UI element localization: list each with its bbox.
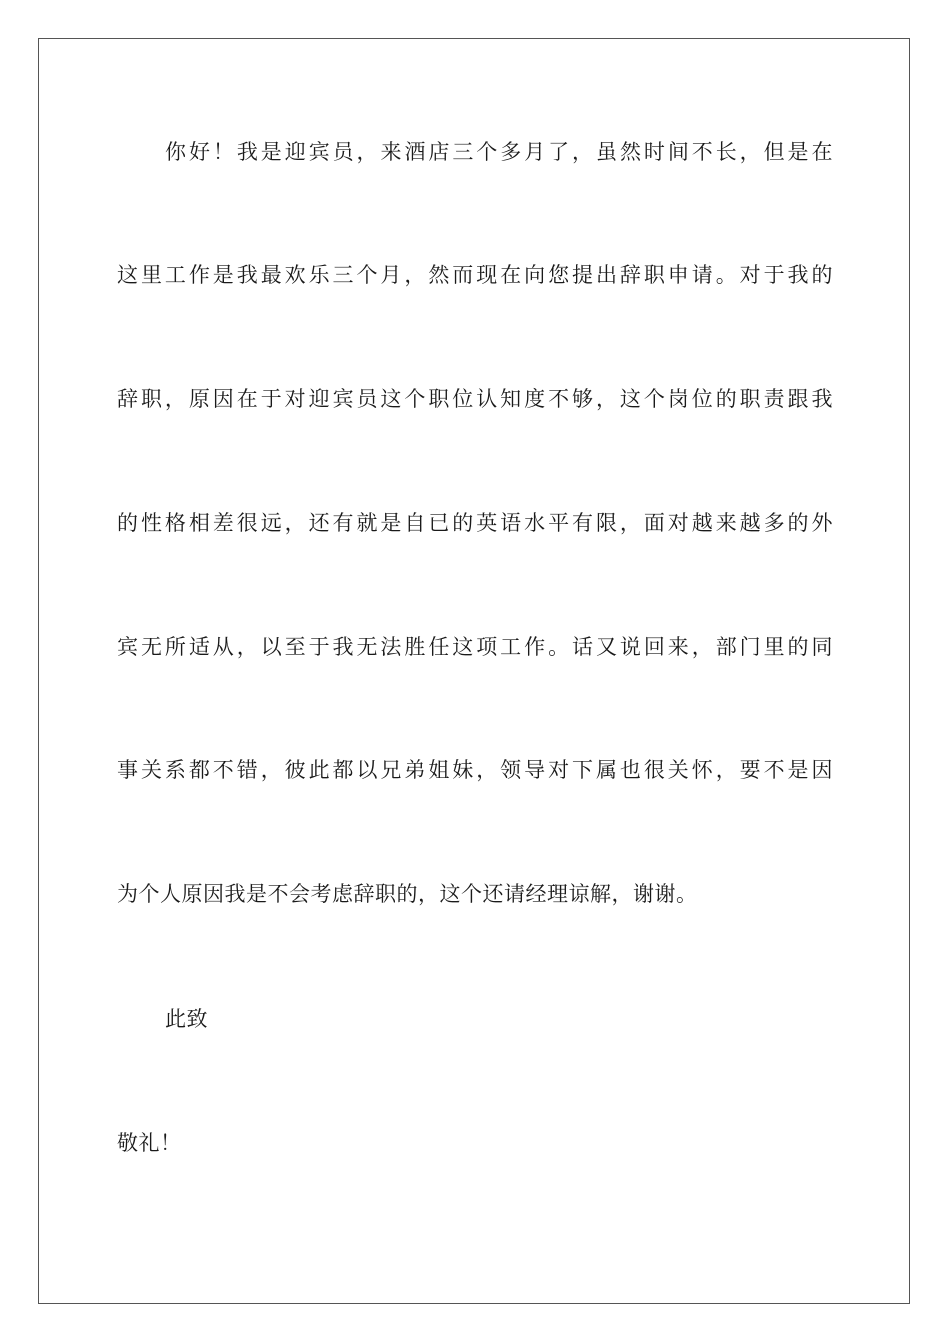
body-line-5: 宾无所适从，以至于我无法胜任这项工作。话又说回来，部门里的同 [117, 635, 833, 659]
body-line-6: 事关系都不错，彼此都以兄弟姐妹，领导对下属也很关怀，要不是因 [117, 758, 833, 782]
body-line-7: 为个人原因我是不会考虑辞职的，这个还请经理谅解，谢谢。 [117, 882, 698, 906]
body-line-2: 这里工作是我最欢乐三个月，然而现在向您提出辞职申请。对于我的 [117, 263, 833, 287]
body-line-4: 的性格相差很远，还有就是自已的英语水平有限，面对越来越多的外 [117, 511, 833, 535]
closing-text: 此致 [165, 1007, 208, 1031]
body-line-3: 辞职，原因在于对迎宾员这个职位认知度不够，这个岗位的职责跟我 [117, 387, 833, 411]
salutation-text: 敬礼！ [117, 1131, 182, 1155]
body-line-1: 你好！我是迎宾员，来酒店三个多月了，虽然时间不长，但是在 [165, 140, 833, 164]
page-border [38, 38, 910, 1304]
